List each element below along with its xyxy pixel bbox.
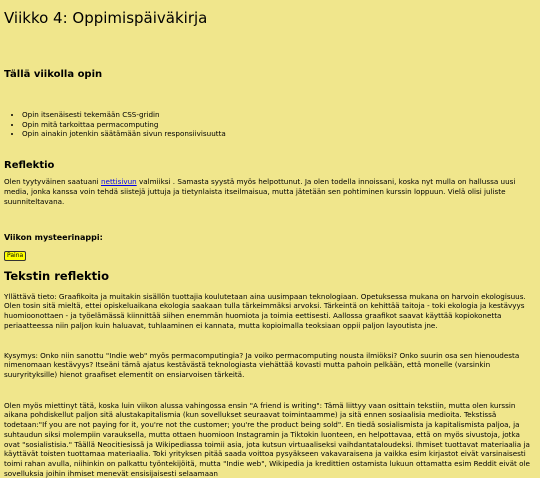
- list-item: • Opin itsenäisesti tekemään CSS-gridin: [22, 110, 536, 120]
- page-title: Viikko 4: Oppimispäiväkirja: [4, 9, 208, 27]
- text-reflection-paragraph: Kysymys: Onko niin sanottu "Indie web" myös permacomputingia? Ja voiko permacomputing nousta ilmiöksi? Onko suurin osa sen hienoudesta nimenomaan kestävyys? Itseäni tämä ajatus kestävästä teknologiasta viehättää kovasti mutta pahoin pelkään, että monelle (varsinkin suuryrityksille) hienot graafiset elementit on ensiarvoisen tärkeitä.: [4, 350, 520, 380]
- text-reflection-paragraph: Olen myös miettinyt tätä, koska luin viikon alussa vahingossa ensin "A friend is writing": Tämä liittyy vaan osittain tekstiin, mutta olen kurssin aikana pohdiskellut paljon sitä alustakapitalismia (kun sovellukset seuraavat toimintaamme) ja sitä ennen sosiaalisia medioita. Tekstissä todetaan:"If you are not paying for it, you're not the customer; you're the product being sold". En tiedä sosialismista ja kapitalismista paljoa, ja suhtaudun siksi molempiin varauksella, mutta ottaen huomioon Instagramin ja Tiktokin luonteen, en helpottavaa, että on myös sivustoja, jotka ovat "sosialistisia." Täällä Neocitiesissä ja Wikipediassa toimii asia, jota kutsun virtuaaliseksi vaihdantataloudeksi. Ihmiset tuottavat materiaalia ja käyttävät toisten tuottamaa materiaalia. Toki yrityksen pitää saada voittoa pysyäkseen vakavaraisena ja vaikka esim kirjastot eivät varsinaisesti toimi rahan avulla, niihinkin on palkattu työntekijöitä, mutta "Indie web", Wikipedia ja kredittien ostamista lukuun ottamatta esim Reddit eivät ole sovelluksia joihin ihmiset menevät ensisijaisesti selaamaan: [4, 400, 530, 478]
- learned-heading: Tällä viikolla opin: [4, 69, 103, 80]
- learned-list: [4, 110, 536, 139]
- reflection-paragraph: [4, 177, 536, 206]
- page-content: [0, 9, 536, 478]
- reflection-heading: Reflektio: [4, 160, 55, 172]
- text-reflection-paragraph: Yllättävä tieto: Graafikoita ja muitakin sisällön tuottajia koulutetaan aina uusimpaan teknologiaan. Opetuksessa mukana on harvoin ekologisuus. Olen tosin sitä mieltä, ettei opiskeluaikana ekologia saakaan tulla tärkeimmäksi arvoksi. Tärkeintä on kehittää taitoja - toki ekologia ja kestävyys huomioonottaen - ja työelämässä kiinnittää siihen enemmän huomiota ja toimia eettisesti. Aallossa graafikot saavat käyttää kopiokonetta periaatteessa niin paljon kuin haluavat, tuhlaaminen ei kannata, mutta kopioimalla teoksiaan oppii paljon layoutista jne.: [4, 291, 526, 330]
- list-item: • Opin mitä tarkoittaa permacomputing: [22, 120, 536, 130]
- text-reflection-heading: Tekstin reflektio: [4, 268, 110, 283]
- website-link[interactable]: nettisivun: [100, 177, 137, 187]
- list-item: • Opin ainakin jotenkin säätämään sivun responsiivisuutta: [22, 129, 536, 139]
- reflection-text-end: valmiiksi . Samasta syystä myös helpottunut. Ja olen todella innoissani, koska nyt mulla on hallussa uusi media, jonka kanssa voin tehdä siistejä juttuja ja tietynlaista itseilmaisua, mutta jätetään sen pohtiminen kurssin loppuun. Vielä olisi juliste suunniteltavana.: [4, 177, 516, 206]
- mystery-button[interactable]: Paina: [4, 251, 26, 261]
- reflection-text-start: Olen tyytyväinen saatuani: [4, 177, 101, 187]
- mystery-button-heading: Viikon mysteerinappi:: [4, 233, 103, 243]
